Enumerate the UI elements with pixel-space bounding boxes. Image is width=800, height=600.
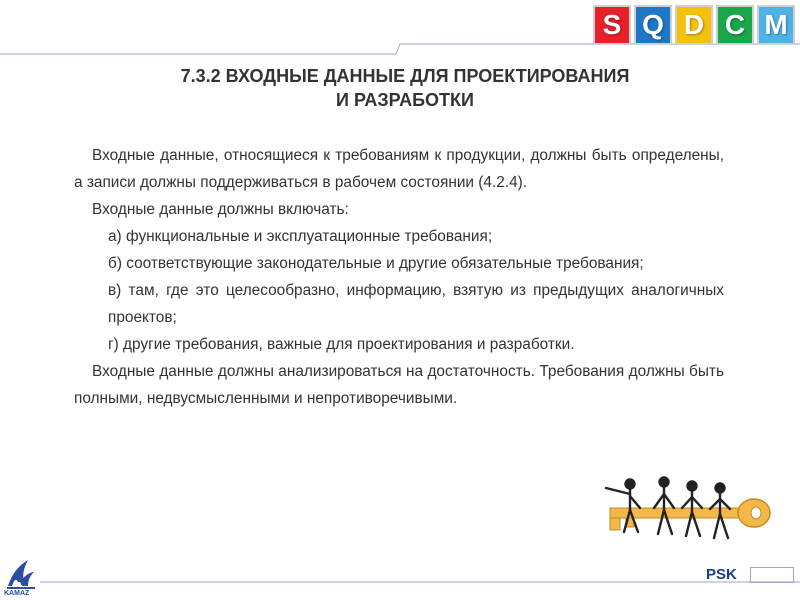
slide-title-line2: И РАЗРАБОТКИ — [336, 90, 474, 110]
sqdcm-m-badge: M — [757, 5, 795, 45]
footer-box — [750, 567, 794, 583]
paragraph-analysis: Входные данные должны анализироваться на достаточность. Требования должны быть полными, недвусмысленными и непротиворечивыми. — [74, 363, 724, 407]
psk-label: PSK — [706, 566, 737, 583]
list-item-c: в) там, где это целесообразно, информацию, взятую из предыдущих аналогичных проектов; — [108, 282, 724, 326]
list-item-b: б) соответствующие законодательные и другие обязательные требования; — [108, 255, 644, 272]
paragraph-include: Входные данные должны включать: — [92, 201, 349, 218]
sqdcm-c-badge: C — [716, 5, 754, 45]
list-item-a: а) функциональные и эксплуатационные требования; — [108, 228, 493, 245]
footer-rule — [0, 548, 800, 600]
slide-title — [60, 64, 750, 112]
sqdcm-d-badge: D — [675, 5, 713, 45]
list-item-d: г) другие требования, важные для проектирования и разработки. — [108, 336, 575, 353]
people-carrying-key-illustration — [596, 472, 776, 552]
sqdcm-s-badge: S — [593, 5, 631, 45]
sqdcm-badges — [593, 5, 795, 45]
kamaz-logo-text: KAMAZ — [4, 590, 30, 597]
paragraph-intro: Входные данные, относящиеся к требованиям к продукции, должны быть определены, а записи должны поддерживаться в рабочем состоянии (4.2.4). — [74, 147, 724, 191]
sqdcm-q-badge: Q — [634, 5, 672, 45]
slide-body — [74, 142, 724, 412]
slide-title-line1: 7.3.2 ВХОДНЫЕ ДАННЫЕ ДЛЯ ПРОЕКТИРОВАНИЯ — [180, 66, 630, 86]
